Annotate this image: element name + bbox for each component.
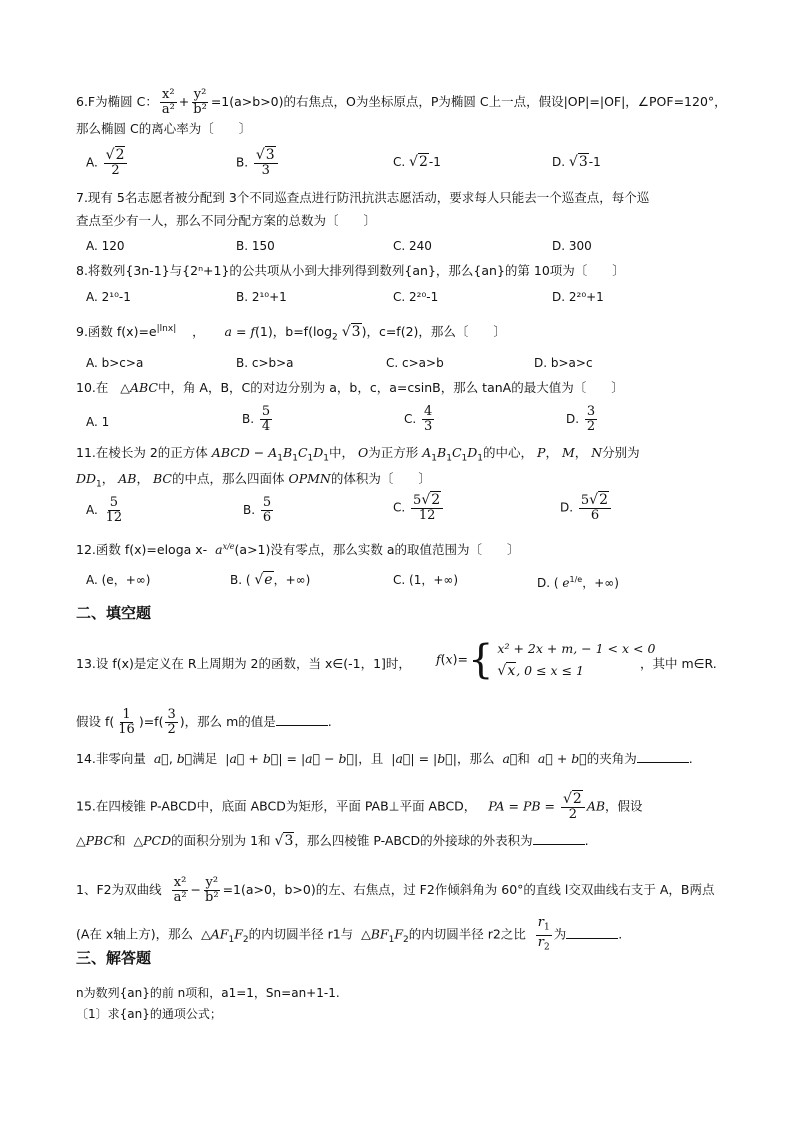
q17-line2: 〔1〕求{an}的通项公式； <box>76 1007 222 1021</box>
q9-option-b: B. c>b>a <box>236 356 294 370</box>
q6-line1: 6.F为椭圆 C： $\frac{\text{x²}}{\text{a²}}$ + $\frac{\text{y²}}{\text{b²}}$ =1(a>b>0)的右焦点，O为坐标原点，P为椭圆 C上一点，假设|OP|=|OF|，∠POF=120°， <box>76 87 727 117</box>
q9-option-c: C. c>a>b <box>386 356 444 370</box>
q10-option-c: C. $\frac{4}{3}$ <box>404 404 433 434</box>
q7-line1: 7.现有 5名志愿者被分配到 3个不同巡查点进行防汛抗洪志愿活动，要求每人只能去一个巡查点，每个巡 <box>76 190 650 205</box>
q13-piecewise: f(x)={ x² + 2x + m, − 1 < x < 0 √x, 0 ≤ x ≤ 1 <box>436 637 656 683</box>
q12-option-d: D. ( $e^{1/e}$，+∞) <box>537 575 619 590</box>
q7-line2: 查点至少有一人，那么不同分配方案的总数为〔 〕 <box>76 213 377 228</box>
q9-line: 9.函数 $f(x)=e^{|lnx|}$ ， a = f(1)，$b=f(\log_2$ √3)，c=f(2)，那么〔 〕 <box>76 324 506 343</box>
q11-line1: 11.在棱长为 2的正方体 ABCD − $A_1B_1C_1D_1$中， O为正方形 $A_1B_1C_1D_1$的中心， P， M， N分别为 <box>76 445 640 464</box>
q17-line1: n为数列{an}的前 n项和，a1=1，Sn=an+1-1. <box>76 986 340 1000</box>
q13-tail: ，其中 m∈R. <box>640 656 717 671</box>
q11-line2: $DD_1$， AB， BC的中点，那么四面体 OPMN的体积为〔 〕 <box>76 471 431 490</box>
q14-answer-blank[interactable] <box>637 750 689 763</box>
q10-line: 10.在 △ABC中，角 A，B，C的对边分别为 a，b，c，a=csinB，那么 tanA的最大值为〔 〕 <box>76 380 624 395</box>
q13-answer-blank[interactable] <box>276 713 328 726</box>
q12-option-b: B. ( √e，+∞) <box>230 572 311 588</box>
q16-line2: (A在 x轴上方)，那么 $\triangle AF_1F_2$的内切圆半径 r1与 $\triangle BF_1F_2$的内切圆半径 r2之比 $\frac{r_1}{r_2}$ 为 . <box>76 915 623 953</box>
q12-option-c: C. (1，+∞) <box>393 573 459 587</box>
section-fill-in-blank-heading: 二、填空题 <box>76 604 152 622</box>
q16-answer-blank[interactable] <box>566 926 618 939</box>
q15-line1: 15.在四棱锥 P-ABCD中，底面 ABCD为矩形，平面 PAB⊥平面 ABCD， PA = PB = $\frac{√2}{2}$ AB，假设 <box>76 791 643 822</box>
q11-option-b: B. $\frac{5}{6}$ <box>243 495 272 525</box>
q10-option-b: B. $\frac{5}{4}$ <box>242 404 271 434</box>
q10-option-a: A. 1 <box>86 415 110 429</box>
q11-option-c: C. $\frac{5√2}{12}$ <box>393 493 445 523</box>
q12-line: 12.函数 f(x)=eloga x- $a^{x/e}(a>1)$没有零点，那么实数 a的取值范围为〔 〕 <box>76 542 520 558</box>
q6-option-d: D. √3-1 <box>552 154 601 170</box>
q8-line: 8.将数列{3n-1}与{2ⁿ+1}的公共项从小到大排列得到数列{an}，那么{an}的第 10项为〔 〕 <box>76 263 625 278</box>
q7-option-c: C. 240 <box>393 239 432 253</box>
q9-option-d: D. b>a>c <box>534 356 593 370</box>
q7-option-b: B. 150 <box>236 239 275 253</box>
q6-option-b: B. $\frac{√3}{3}$ <box>236 148 280 178</box>
q15-answer-blank[interactable] <box>533 832 585 845</box>
frac-y2-b2: $\frac{\text{y²}}{\text{b²}}$ <box>193 87 207 117</box>
q6-line2: 那么椭圆 C的离心率为〔 〕 <box>76 121 252 136</box>
q11-option-a: A. $\frac{5}{12}$ <box>86 495 123 525</box>
q8-option-a: A. 2¹⁰-1 <box>86 290 131 304</box>
q8-option-d: D. 2²⁰+1 <box>552 290 604 304</box>
q8-option-b: B. 2¹⁰+1 <box>236 290 287 304</box>
section-solution-heading: 三、解答题 <box>76 949 152 967</box>
q6-option-c: C. √2-1 <box>393 154 441 170</box>
q12-option-a: A. (e，+∞) <box>86 573 151 587</box>
q7-option-a: A. 120 <box>86 239 125 253</box>
q10-option-d: D. $\frac{3}{2}$ <box>566 404 596 434</box>
q13-line1: 13.设 f(x)是定义在 R上周期为 2的函数，当 x∈(-1，1]时， <box>76 656 411 671</box>
q7-option-d: D. 300 <box>552 239 592 253</box>
q9-option-a: A. b>c>a <box>86 356 144 370</box>
q16-line1: 1、F2为双曲线 $\frac{\text{x²}}{\text{a²}}$ − $\frac{\text{y²}}{\text{b²}}$ =1(a>0，b>0)的左、右焦点，过 F2作倾斜角为 60°的直线 l交双曲线右支于 A，B两点 <box>76 875 715 905</box>
q15-line2: △PBC和 △PCD的面积分别为 1和 √3，那么四棱锥 P-ABCD的外接球的外表积为 . <box>76 833 589 849</box>
q8-option-c: C. 2²⁰-1 <box>393 290 439 304</box>
q11-option-d: D. $\frac{5√2}{6}$ <box>560 493 613 523</box>
q13-line2: 假设 f( $\frac{1}{16}$ )=f( $\frac{3}{2}$ )，那么 m的值是 . <box>76 707 332 737</box>
q14-line: 14.非零向量 a⃗, b⃗满足 |a⃗ + b⃗| = |a⃗ − b⃗|，且 |a⃗| = |b⃗|，那么 a⃗和 a⃗ + b⃗的夹角为 . <box>76 751 693 766</box>
frac-x2-a2: $\frac{\text{x²}}{\text{a²}}$ <box>161 87 175 117</box>
q6-option-a: A. $\frac{√2}{2}$ <box>86 148 129 178</box>
